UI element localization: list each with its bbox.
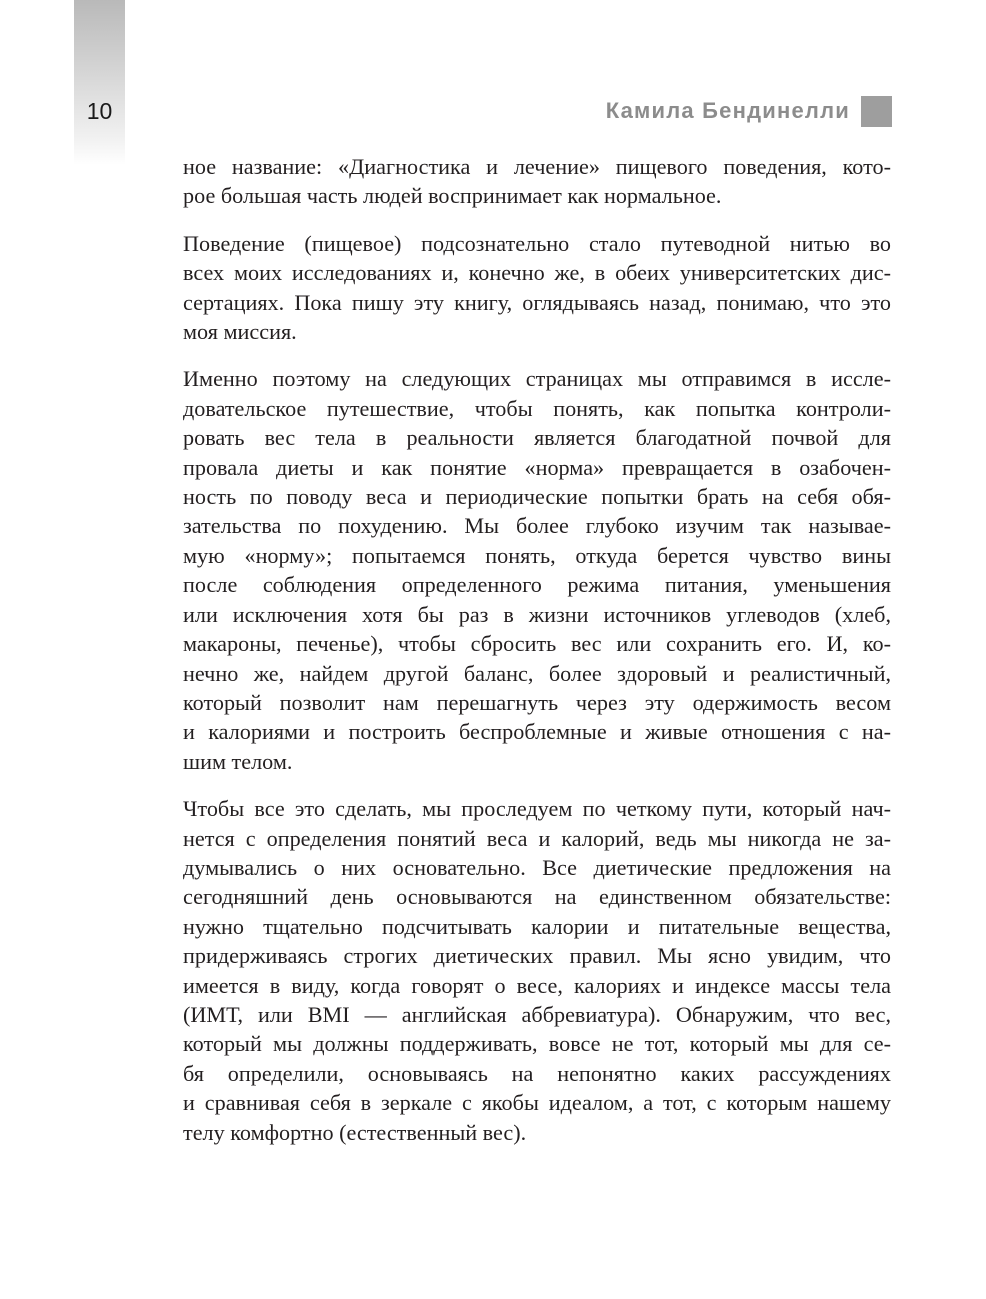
page-edge-tab (74, 0, 125, 165)
text-line: нется с определения понятий веса и калорий, ведь мы никогда не за- (183, 825, 891, 851)
text-line: думывались о них основательно. Все диетические предложения на (183, 854, 891, 880)
text-line: Чтобы все это сделать, мы проследуем по четкому пути, который нач- (183, 796, 891, 822)
paragraph (183, 794, 891, 1147)
text-line: всех моих исследованиях и, конечно же, в обеих университетских дис- (183, 260, 891, 286)
paragraph (183, 364, 891, 776)
text-line: сегодняшний день основываются на единственном обязательстве: (183, 884, 891, 910)
text-line: шим телом. (183, 748, 293, 774)
header-marker (861, 96, 892, 127)
text-line: нужно тщательно подсчитывать калории и питательные вещества, (183, 913, 891, 939)
text-line: телу комфортно (естественный вес). (183, 1119, 527, 1145)
text-line: имеется в виду, когда говорят о весе, калориях и индексе массы тела (183, 972, 891, 998)
text-line: (ИМТ, или BMI — английская аббревиатура). Обнаружим, что вес, (183, 1001, 891, 1027)
text-line: сертациях. Пока пишу эту книгу, оглядываясь назад, понимаю, что это (183, 289, 891, 315)
running-head-author: Камила Бендинелли (605, 98, 850, 123)
text-line: ность по поводу веса и периодические попытки брать на себя обя- (183, 484, 891, 510)
text-line: зательства по похудению. Мы более глубоко изучим так называе- (183, 513, 891, 539)
text-line: бя определили, основываясь на непонятно каких рассуждениях (183, 1060, 891, 1086)
body-text (183, 152, 891, 1165)
text-line: ровать вес тела в реальности является благодатной почвой для (183, 425, 891, 451)
text-line: макароны, печенье), чтобы сбросить вес или сохранить его. И, ко- (183, 631, 891, 657)
paragraph (183, 229, 891, 347)
text-line: после соблюдения определенного режима питания, уменьшения (183, 572, 891, 598)
paragraph (183, 152, 891, 211)
text-line: провала диеты и как понятие «норма» превращается в озабочен- (183, 454, 891, 480)
text-line: нечно же, найдем другой баланс, более здоровый и реалистичный, (183, 660, 891, 686)
text-line: придерживаясь строгих диетических правил. Мы ясно увидим, что (183, 943, 891, 969)
text-line: который позволит нам перешагнуть через эту одержимость весом (183, 689, 891, 715)
text-line: рое большая часть людей воспринимает как нормальное. (183, 183, 722, 209)
text-line: или исключения хотя бы раз в жизни источников углеводов (хлеб, (183, 601, 891, 627)
text-line: моя миссия. (183, 319, 297, 345)
text-line: ное название: «Диагностика и лечение» пищевого поведения, кото- (183, 154, 891, 179)
text-line: и калориями и построить беспроблемные и живые отношения с на- (183, 719, 891, 745)
page-number: 10 (86, 98, 113, 124)
text-line: мую «норму»; попытаемся понять, откуда берется чувство вины (183, 542, 891, 568)
text-line: Именно поэтому на следующих страницах мы отправимся в иссле- (183, 366, 891, 392)
text-line: и сравнивая себя в зеркале с якобы идеалом, а тот, с которым нашему (183, 1090, 891, 1116)
text-line: который мы должны поддерживать, вовсе не тот, который мы для се- (183, 1031, 891, 1057)
text-line: Поведение (пищевое) подсознательно стало путеводной нитью во (183, 230, 891, 256)
text-line: довательское путешествие, чтобы понять, как попытка контроли- (183, 395, 891, 421)
